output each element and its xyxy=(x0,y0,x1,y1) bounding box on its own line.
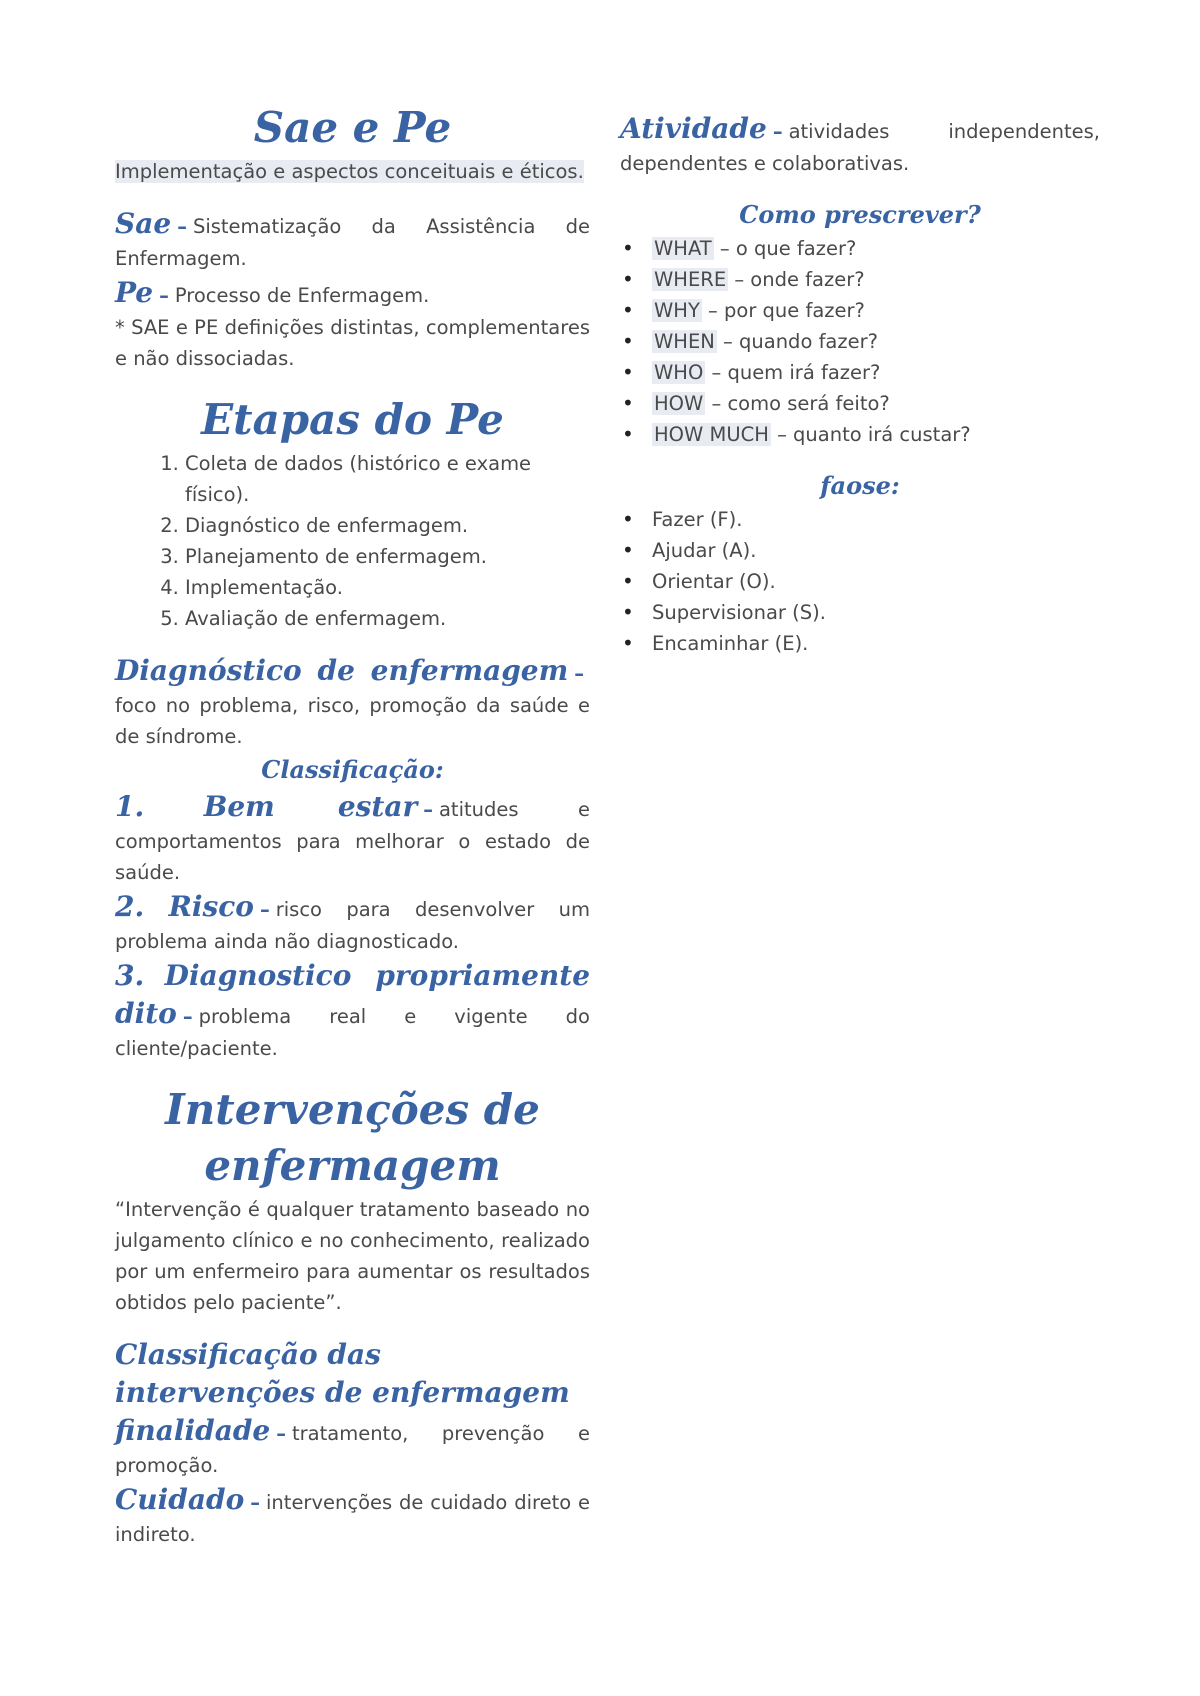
list-item: • WHEN – quando fazer? xyxy=(652,326,1100,357)
class-item-2: 2. Risco – risco para desenvolver um problema ainda não diagnosticado. xyxy=(115,890,590,953)
list-item: • WHERE – onde fazer? xyxy=(652,264,1100,295)
list-item: 3. Planejamento de enfermagem. xyxy=(185,541,590,572)
como-prescrever-list xyxy=(620,233,1100,450)
etapas-title: Etapas do Pe xyxy=(201,395,504,444)
finalidade-definition: finalidade – tratamento, prevenção e promoção. xyxy=(115,1414,590,1477)
diagnostico-definition: Diagnóstico de enfermagem –foco no problema, risco, promoção da saúde e de síndrome. xyxy=(115,654,590,748)
right-column xyxy=(620,110,1100,659)
left-column xyxy=(115,100,590,1550)
etapas-list xyxy=(115,448,590,634)
class-item-1: 1. Bem estar – atitudes e comportamentos para melhorar o estado de saúde. xyxy=(115,790,590,884)
faose-list xyxy=(620,504,1100,659)
pe-definition: Pe – Processo de Enfermagem. xyxy=(115,276,430,309)
sae-definition: Sae – Sistematização da Assistência de Enfermagem. xyxy=(115,207,590,270)
list-item: 5. Avaliação de enfermagem. xyxy=(185,603,590,634)
intervencoes-title: Intervenções de enfermagem xyxy=(165,1085,540,1190)
list-item: • Orientar (O). xyxy=(652,566,1100,597)
list-item: • Ajudar (A). xyxy=(652,535,1100,566)
classificacao-intervencoes-title: Classificação das intervenções de enfermagem xyxy=(115,1338,570,1409)
como-prescrever-title: Como prescrever? xyxy=(739,200,981,229)
list-item: • WHY – por que fazer? xyxy=(652,295,1100,326)
page-title: Sae e Pe xyxy=(253,103,452,152)
list-item: 1. Coleta de dados (histórico e exame físico). xyxy=(185,448,590,510)
classificacao-title: Classificação: xyxy=(261,755,444,784)
note-text: * SAE e PE definições distintas, complementares e não dissociadas. xyxy=(115,316,590,370)
list-item: • Supervisionar (S). xyxy=(652,597,1100,628)
list-item: • Fazer (F). xyxy=(652,504,1100,535)
atividade-definition: Atividade – atividades independentes, dependentes e colaborativas. xyxy=(620,112,1100,175)
list-item: 2. Diagnóstico de enfermagem. xyxy=(185,510,590,541)
list-item: • Encaminhar (E). xyxy=(652,628,1100,659)
cuidado-definition: Cuidado – intervenções de cuidado direto e indireto. xyxy=(115,1483,590,1546)
list-item: • HOW MUCH – quanto irá custar? xyxy=(652,419,1100,450)
page-subtitle: Implementação e aspectos conceituais e éticos. xyxy=(115,160,584,183)
list-item: • WHAT – o que fazer? xyxy=(652,233,1100,264)
intervencoes-quote: “Intervenção é qualquer tratamento baseado no julgamento clínico e no conhecimento, realizado por um enfermeiro para aumentar os resultados obtidos pelo paciente”. xyxy=(115,1198,590,1314)
list-item: 4. Implementação. xyxy=(185,572,590,603)
faose-title: faose: xyxy=(820,471,900,500)
list-item: • WHO – quem irá fazer? xyxy=(652,357,1100,388)
list-item: • HOW – como será feito? xyxy=(652,388,1100,419)
class-item-3: 3. Diagnostico propriamente dito – problema real e vigente do cliente/paciente. xyxy=(115,959,591,1060)
